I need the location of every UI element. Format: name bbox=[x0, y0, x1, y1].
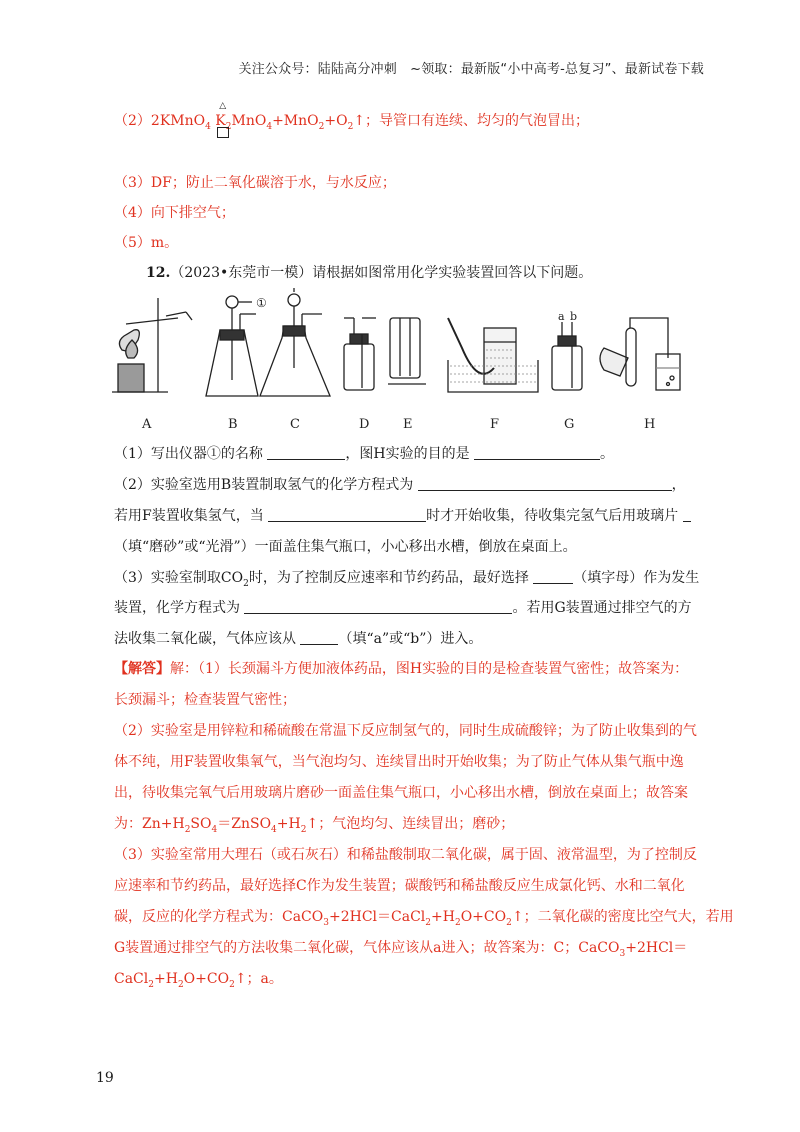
question-2: （2）实验室选用B装置制取氢气的化学方程式为 ， bbox=[114, 477, 686, 493]
question-1: （1）写出仪器①的名称 ，图H实验的目的是 。 bbox=[114, 446, 615, 462]
label-f: F bbox=[490, 417, 500, 432]
answer-line-10: G装置通过排空气的方法收集二氧化碳，气体应该从a进入；故答案为：C；CaCO$_3$+2HCl＝ bbox=[114, 940, 688, 959]
answer-line-11: $CaCl_2+H_2O+CO_2↑$；a。 bbox=[114, 971, 283, 990]
apparatus-d bbox=[344, 318, 376, 390]
answer-line-1: 【解答】解：（1）长颈漏斗方便加液体药品，图H实验的目的是检查装置气密性；故答案为： bbox=[114, 661, 689, 677]
answer-line-2: 长颈漏斗；检查装置气密性； bbox=[114, 692, 296, 708]
prev-answer-3: （3）DF；防止二氧化碳溶于水，与水反应； bbox=[114, 175, 396, 191]
page-number: 19 bbox=[96, 1070, 114, 1086]
apparatus-figure bbox=[108, 288, 708, 438]
page-header: 关注公众号：陆陆高分冲刺 ~领取：最新版“小中高考-总复习”、最新试卷下载 bbox=[238, 62, 704, 77]
answer-line-9: 碳，反应的化学方程式为：$CaCO_3+2HCl=CaCl_2+H_2O+CO_2↑$；二氧化碳的密度比空气大，若用 bbox=[114, 909, 734, 928]
apparatus-f bbox=[448, 318, 538, 392]
answer-line-4: 体不纯，用F装置收集氧气，当气泡均匀、连续冒出时开始收集；为了防止气体从集气瓶中逸 bbox=[114, 754, 684, 770]
question-intro: 12.（2023•东莞市一模）请根据如图常用化学实验装置回答以下问题。 bbox=[146, 265, 593, 281]
apparatus-c bbox=[260, 288, 330, 396]
answer-line-6: 为：$Zn+H_2SO_4=ZnSO_4+H_2↑$；气泡均匀、连续冒出；磨砂； bbox=[114, 816, 515, 835]
label-b: B bbox=[228, 417, 238, 432]
answer-tag: 【解答】 bbox=[114, 661, 170, 677]
prev-answer-2: （2）2KMnO$_4$ △ $K_2MnO_4+MnO_2+O_2↑$；导管口有连续、均匀的气泡冒出； bbox=[114, 110, 589, 132]
label-d: D bbox=[359, 417, 370, 432]
port-b: b bbox=[570, 310, 578, 323]
apparatus-e bbox=[388, 318, 426, 384]
question-2-tail: （填“磨砂”或“光滑”）一面盖住集气瓶口，小心移出水槽，倒放在桌面上。 bbox=[114, 539, 577, 555]
answer-line-7: （3）实验室常用大理石（或石灰石）和稀盐酸制取二氧化碳，属于固、液常温型，为了控制反 bbox=[114, 847, 697, 863]
label-a: A bbox=[142, 417, 152, 432]
apparatus-h bbox=[600, 318, 680, 390]
apparatus-g bbox=[552, 322, 582, 390]
prev-answer-5: （5）m。 bbox=[114, 235, 179, 251]
prev-answer-4: （4）向下排空气； bbox=[114, 205, 235, 221]
label-e: E bbox=[403, 417, 413, 432]
marker-1: ① bbox=[256, 296, 267, 310]
answer-line-8: 应速率和节约药品，最好选择C作为发生装置；碳酸钙和稀盐酸反应生成氯化钙、水和二氧化 bbox=[114, 878, 685, 894]
label-c: C bbox=[290, 417, 300, 432]
answer-line-5: 出，待收集完氧气后用玻璃片磨砂一面盖住集气瓶口，小心移出水槽，倒放在桌面上；故答案 bbox=[114, 785, 688, 801]
answer-line-3: （2）实验室是用锌粒和稀硫酸在常温下反应制氢气的，同时生成硫酸锌；为了防止收集到的气 bbox=[114, 723, 697, 739]
question-3-tail: 法收集二氧化碳，气体应该从 （填“a”或“b”）进入。 bbox=[114, 631, 483, 647]
question-3: （3）实验室制取$CO_2$时，为了控制反应速率和节约药品，最好选择 （填字母）作为发生 bbox=[114, 570, 700, 589]
label-g: G bbox=[564, 417, 575, 432]
question-3-cont: 装置，化学方程式为 。若用G装置通过排空气的方 bbox=[114, 600, 692, 616]
apparatus-b bbox=[206, 296, 258, 396]
question-2-cont: 若用F装置收集氢气，当 时才开始收集，待收集完氢气后用玻璃片 bbox=[114, 505, 691, 525]
label-h: H bbox=[644, 417, 656, 432]
apparatus-a bbox=[112, 298, 192, 392]
port-a: a bbox=[558, 310, 565, 323]
